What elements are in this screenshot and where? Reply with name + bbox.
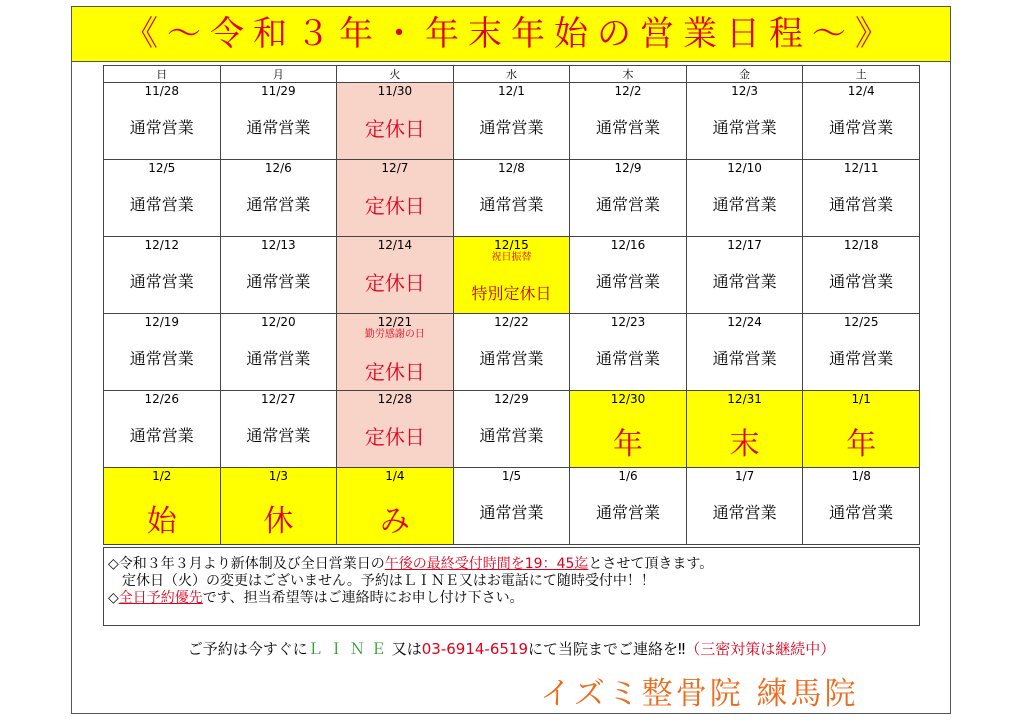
weekday-thu: 木 xyxy=(570,66,687,83)
calendar-day-cell xyxy=(220,237,337,314)
day-date: 12/8 xyxy=(497,161,525,175)
day-status-label: 特別定休日 xyxy=(471,284,552,303)
day-date: 12/21 xyxy=(377,315,413,329)
calendar-day-cell xyxy=(104,314,221,391)
day-status-label: 定休日 xyxy=(364,360,425,384)
day-date: 11/29 xyxy=(261,84,296,98)
day-date: 1/3 xyxy=(268,469,288,483)
day-status-label: み xyxy=(379,504,410,539)
calendar-day-cell xyxy=(570,391,687,468)
page-title: 《～令和３年・年末年始の営業日程～》 xyxy=(71,6,951,62)
day-date: 12/9 xyxy=(614,161,642,175)
day-status-label: 通常営業 xyxy=(129,118,194,137)
calendar-week-row xyxy=(104,314,920,391)
calendar-week-row xyxy=(104,237,920,314)
calendar-day-cell xyxy=(220,468,337,545)
weekday-mon: 月 xyxy=(220,66,337,83)
day-date: 12/14 xyxy=(377,238,413,252)
calendar-day-cell xyxy=(104,160,221,237)
day-status-label: 通常営業 xyxy=(479,349,544,368)
day-date: 12/17 xyxy=(727,238,762,252)
contact-line xyxy=(103,638,920,659)
day-date: 12/24 xyxy=(727,315,762,329)
day-status-label: 通常営業 xyxy=(129,426,194,445)
day-date: 12/11 xyxy=(843,161,879,175)
calendar-day-cell xyxy=(803,237,920,314)
day-date: 12/19 xyxy=(144,315,180,329)
calendar-day-cell xyxy=(220,391,337,468)
day-status-label: 通常営業 xyxy=(246,195,311,214)
phone-number[interactable]: 03-6914-6519 xyxy=(421,640,528,658)
day-date: 12/7 xyxy=(381,161,409,175)
calendar-day-cell xyxy=(686,391,803,468)
day-status-label: 通常営業 xyxy=(829,503,894,522)
day-status-label: 始 xyxy=(146,504,177,539)
day-date: 1/5 xyxy=(501,469,522,483)
weekday-sun: 日 xyxy=(104,66,221,83)
calendar-day-cell xyxy=(337,468,454,545)
note-text: です、担当希望等はご連絡時にお申し付け下さい。 xyxy=(202,590,524,606)
day-status-label: 通常営業 xyxy=(596,272,661,291)
weekday-header-row xyxy=(104,66,920,83)
day-date: 12/15 xyxy=(494,238,529,252)
day-date: 12/6 xyxy=(264,161,292,175)
day-status-label: 定休日 xyxy=(364,425,425,449)
day-status-label: 通常営業 xyxy=(596,503,661,522)
calendar-day-cell xyxy=(686,160,803,237)
day-status-label: 通常営業 xyxy=(596,195,661,214)
day-status-label: 通常営業 xyxy=(829,195,894,214)
calendar-day-cell xyxy=(570,314,687,391)
calendar-day-cell xyxy=(453,83,570,160)
day-date: 12/16 xyxy=(610,238,646,252)
day-status-label: 休 xyxy=(263,504,294,539)
calendar-day-cell xyxy=(686,468,803,545)
calendar-table xyxy=(103,65,920,545)
day-status-label: 通常営業 xyxy=(246,426,311,445)
day-date: 12/27 xyxy=(261,392,296,406)
day-status-label: 通常営業 xyxy=(712,349,777,368)
calendar-week-row xyxy=(104,391,920,468)
day-status-label: 通常営業 xyxy=(712,503,777,522)
note-highlight: 午後の最終受付時間を19：45迄 xyxy=(384,556,589,572)
day-date: 11/30 xyxy=(377,84,413,98)
note-highlight: 全日予約優先 xyxy=(118,590,203,606)
day-note: 勤労感謝の日 xyxy=(364,329,425,340)
contact-text: ご予約は今すぐに xyxy=(187,640,308,658)
day-status-label: 通常営業 xyxy=(479,195,544,214)
calendar-day-cell xyxy=(803,83,920,160)
day-status-label: 末 xyxy=(729,427,760,462)
calendar-day-cell xyxy=(803,314,920,391)
day-status-label: 通常営業 xyxy=(479,118,544,137)
day-date: 12/5 xyxy=(148,161,176,175)
notes-box xyxy=(103,547,920,626)
day-date: 12/29 xyxy=(494,392,529,406)
day-date: 12/2 xyxy=(614,84,642,98)
day-status-label: 定休日 xyxy=(364,117,425,141)
day-status-label: 通常営業 xyxy=(129,349,194,368)
weekday-wed: 水 xyxy=(453,66,570,83)
calendar-day-cell xyxy=(337,237,454,314)
note-line-3 xyxy=(108,590,915,607)
calendar-day-cell xyxy=(570,160,687,237)
day-date: 1/7 xyxy=(734,469,755,483)
day-date: 12/31 xyxy=(727,392,762,406)
day-date: 12/13 xyxy=(261,238,296,252)
day-date: 12/1 xyxy=(497,84,525,98)
calendar-day-cell xyxy=(453,314,570,391)
day-date: 12/10 xyxy=(727,161,762,175)
covid-note: （三密対策は継続中） xyxy=(685,640,836,658)
day-date: 12/18 xyxy=(843,238,879,252)
calendar-day-cell xyxy=(104,468,221,545)
day-date: 12/3 xyxy=(731,84,759,98)
calendar-day-cell xyxy=(220,160,337,237)
day-status-label: 通常営業 xyxy=(829,272,894,291)
line-label: ＬＩＮＥ xyxy=(307,640,392,658)
day-status-label: 通常営業 xyxy=(712,195,777,214)
day-date: 12/23 xyxy=(610,315,646,329)
contact-text: 又は xyxy=(391,640,422,658)
weekday-sat: 土 xyxy=(803,66,920,83)
weekday-tue: 火 xyxy=(337,66,454,83)
day-date: 1/4 xyxy=(385,469,405,483)
calendar-day-cell xyxy=(686,237,803,314)
day-date: 1/1 xyxy=(851,392,871,406)
day-date: 12/28 xyxy=(377,392,413,406)
day-date: 12/22 xyxy=(494,315,529,329)
calendar-week-row xyxy=(104,160,920,237)
note-line-1 xyxy=(108,556,915,573)
contact-text: にて当院までご連絡を‼ xyxy=(528,640,686,658)
day-date: 1/8 xyxy=(851,469,871,483)
calendar-day-cell xyxy=(686,83,803,160)
day-status-label: 通常営業 xyxy=(479,503,544,522)
day-status-label: 通常営業 xyxy=(596,349,661,368)
day-status-label: 通常営業 xyxy=(596,118,661,137)
calendar-week-row xyxy=(104,468,920,545)
day-status-label: 通常営業 xyxy=(129,195,194,214)
day-status-label: 通常営業 xyxy=(479,426,544,445)
day-status-label: 定休日 xyxy=(364,194,425,218)
calendar-day-cell xyxy=(337,160,454,237)
day-date: 12/20 xyxy=(261,315,296,329)
day-date: 12/30 xyxy=(610,392,646,406)
calendar-day-cell xyxy=(570,468,687,545)
calendar-day-cell xyxy=(337,83,454,160)
note-line-2: 定休日（火）の変更はございません。予約はＬＩＮＥ又はお電話にて随時受付中！！ xyxy=(108,573,655,589)
note-text: ◇ xyxy=(108,590,119,606)
calendar-week-row xyxy=(104,83,920,160)
day-status-label: 年 xyxy=(613,427,644,462)
calendar-day-cell xyxy=(337,391,454,468)
calendar-day-cell xyxy=(453,468,570,545)
calendar-day-cell xyxy=(337,314,454,391)
day-status-label: 通常営業 xyxy=(246,118,311,137)
calendar-day-cell xyxy=(803,160,920,237)
day-date: 1/2 xyxy=(152,469,172,483)
calendar-day-cell xyxy=(453,237,570,314)
note-text: ◇令和３年３月より新体制及び全日営業日の xyxy=(108,556,385,572)
calendar-day-cell xyxy=(104,237,221,314)
day-status-label: 定休日 xyxy=(364,271,425,295)
day-date: 12/25 xyxy=(843,315,879,329)
day-note: 祝日振替 xyxy=(491,252,532,263)
calendar-day-cell xyxy=(453,160,570,237)
day-status-label: 通常営業 xyxy=(712,272,777,291)
day-date: 12/26 xyxy=(144,392,180,406)
day-status-label: 通常営業 xyxy=(246,349,311,368)
weekday-fri: 金 xyxy=(686,66,803,83)
calendar-body xyxy=(104,83,920,545)
calendar-day-cell xyxy=(453,391,570,468)
day-status-label: 通常営業 xyxy=(712,118,777,137)
calendar-day-cell xyxy=(686,314,803,391)
calendar-day-cell xyxy=(220,314,337,391)
day-date: 11/28 xyxy=(144,84,180,98)
day-status-label: 通常営業 xyxy=(829,349,894,368)
note-text: とさせて頂きます。 xyxy=(588,556,714,572)
calendar-day-cell xyxy=(803,468,920,545)
calendar-day-cell xyxy=(570,237,687,314)
day-status-label: 年 xyxy=(846,427,877,462)
calendar-day-cell xyxy=(570,83,687,160)
day-status-label: 通常営業 xyxy=(829,118,894,137)
calendar-day-cell xyxy=(220,83,337,160)
day-status-label: 通常営業 xyxy=(246,272,311,291)
calendar-day-cell xyxy=(803,391,920,468)
day-status-label: 通常営業 xyxy=(129,272,194,291)
clinic-logo: イズミ整骨院 練馬院 xyxy=(540,676,859,712)
day-date: 12/12 xyxy=(144,238,180,252)
calendar-day-cell xyxy=(104,83,221,160)
day-date: 1/6 xyxy=(618,469,638,483)
calendar-day-cell xyxy=(104,391,221,468)
day-date: 12/4 xyxy=(847,84,875,98)
